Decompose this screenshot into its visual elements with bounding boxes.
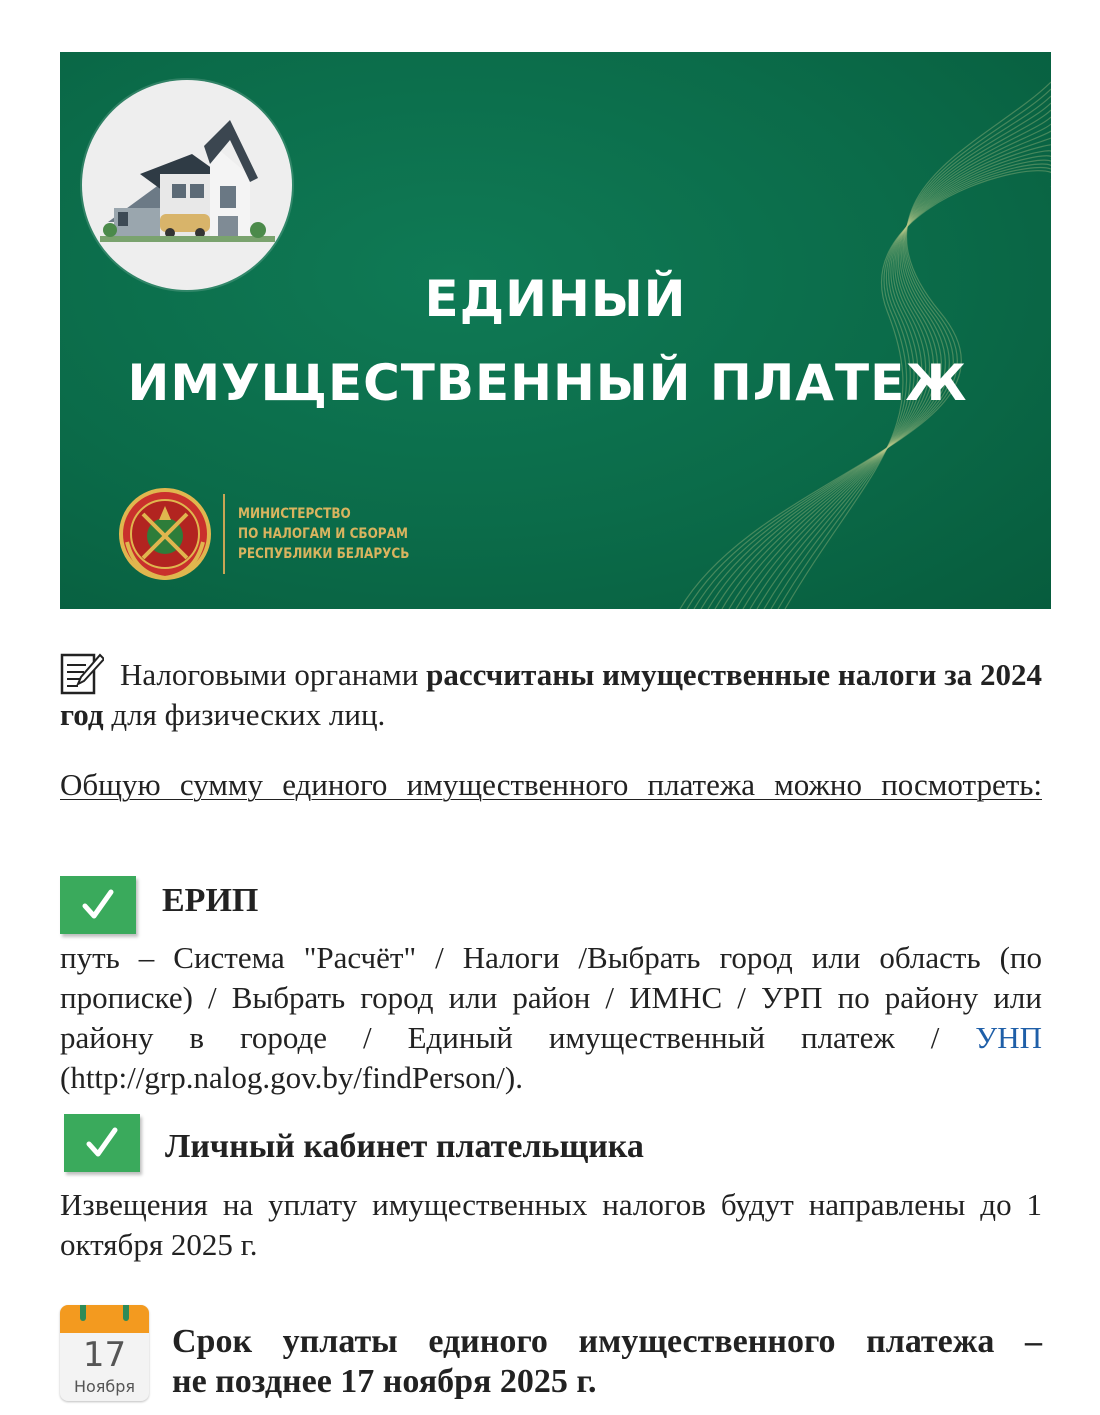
ministry-emblem-icon [115, 484, 215, 584]
check-icon [82, 888, 114, 922]
wave-line [680, 82, 1051, 609]
banner-title-line1: ЕДИНЫЙ [424, 270, 687, 328]
banner-title-line2: ИМУЩЕСТВЕННЫЙ ПЛАТЕЖ [127, 354, 968, 412]
house-icon [100, 112, 275, 252]
calendar-month: Ноября [73, 1377, 136, 1396]
check-icon [86, 1126, 118, 1160]
calendar-ring-right [123, 1305, 129, 1321]
view-heading-text: Общую сумму единого имущественного платежа можно посмотреть: [60, 767, 1042, 802]
ministry-divider [223, 494, 225, 574]
intro-text-before: Налоговыми органами [120, 657, 427, 692]
unp-link[interactable]: УНП [975, 1020, 1042, 1055]
cabinet-notice: Извещения на уплату имущественных налогов будут направлены до 1 октября 2025 г. [60, 1187, 1042, 1262]
calendar-ring-left [80, 1305, 86, 1321]
ministry-line3: РЕСПУБЛИКИ БЕЛАРУСЬ [238, 546, 410, 562]
ministry-name [238, 504, 409, 564]
house-illustration [82, 80, 292, 290]
erip-path-text: путь – Система "Расчёт" / Налоги /Выбрать город или область (по прописке) / Выбрать город или район / ИМНС / УРП по району или району в городе / Единый имущественный платеж / [60, 940, 1042, 1055]
unp-url-text: (http://grp.nalog.gov.by/findPerson/). [60, 1060, 523, 1095]
banner [60, 52, 1051, 609]
deadline-line1: Срок уплаты единого имущественного платежа – [172, 1323, 1042, 1360]
intro-text-after: для физических лиц. [103, 697, 386, 732]
view-heading [60, 765, 1042, 805]
erip-path [60, 938, 1042, 1098]
deadline-line2: не позднее 17 ноября 2025 г. [172, 1363, 597, 1400]
ministry-line2: ПО НАЛОГАМ И СБОРАМ [238, 526, 408, 542]
check-box-erip [60, 876, 136, 934]
calendar-header [60, 1305, 149, 1333]
erip-heading: ЕРИП [162, 882, 259, 919]
ministry-line1: МИНИСТЕРСТВО [238, 506, 351, 522]
intro-paragraph [60, 651, 1042, 735]
calendar-icon [60, 1305, 149, 1401]
intro-text-bold: рассчитаны имущественные налоги за 2024 год [60, 657, 1042, 732]
deadline-text [172, 1322, 1042, 1402]
check-box-cabinet [64, 1114, 140, 1172]
calendar-day: 17 [82, 1335, 127, 1375]
cabinet-heading: Личный кабинет плательщика [165, 1128, 644, 1165]
notepad-icon [60, 651, 104, 695]
